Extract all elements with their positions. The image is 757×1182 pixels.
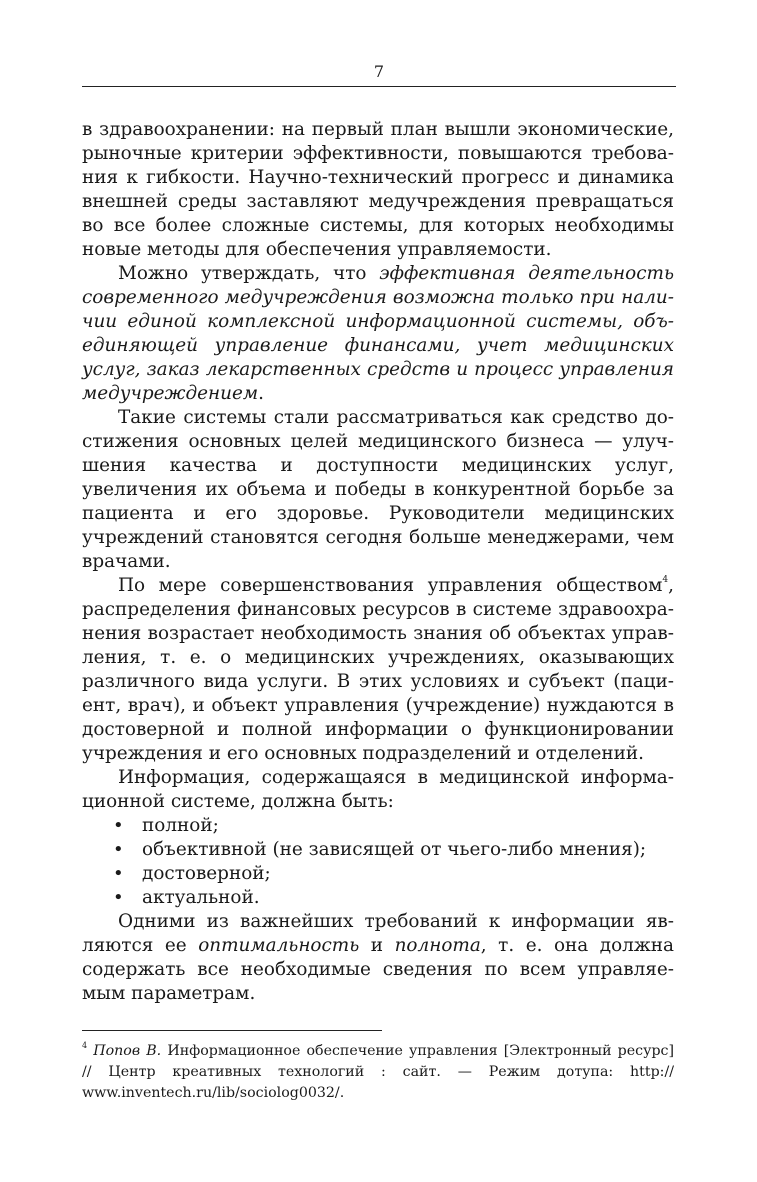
- body-text: [82, 118, 674, 1006]
- bullet-icon: •: [113, 839, 124, 860]
- paragraph-6-emphasis-1: оптимальность: [198, 935, 360, 956]
- paragraph-2-tail: .: [258, 383, 264, 404]
- paragraph-1: в здравоохранении: на первый план вышли экономические, рыночные критерии эффективности, повышаются требования к гибкости. Научно-технический прогресс и динамика внешней среды заставляют медучреждения превращаться во все более сложные системы, для которых необходимы новые методы для обеспечения управляемости.: [82, 119, 674, 260]
- bullet-icon: •: [113, 887, 124, 908]
- paragraph-4-rest: , распределения финансовых ресурсов в системе здравоохранения возрастает необходимость знания об объектах управления, т. е. о медицинских учреждениях, оказывающих различного вида услуги. В этих условиях и субъект (пациент, врач), и объект управления (учреждение) нуждаются в достоверной и полной информации о функционировании учреждения и его основных подразделений и отделений.: [82, 575, 674, 764]
- list-item: [82, 862, 674, 886]
- list-item-text: полной;: [142, 815, 219, 836]
- paragraph-5: Информация, содержащаяся в медицинской информационной системе, должна быть:: [82, 767, 674, 812]
- footnote-marker: 4: [82, 1041, 88, 1050]
- paragraph-6-b: и: [359, 935, 395, 956]
- paragraph-4: [82, 574, 674, 766]
- paragraph-2-lead: Можно утверждать, что: [118, 263, 380, 284]
- list-item-text: достоверной;: [142, 863, 271, 884]
- paragraph-2-emphasis: эффективная деятельность современного медучреждения возможна только при наличии единой комплексной информационной системы, объединяющей управление финансами, учет медицинских услуг, заказ лекарственных средств и процесс управления медучреждением: [82, 263, 674, 404]
- paragraph-2: [82, 262, 674, 406]
- footnote-rule: [82, 1030, 382, 1031]
- requirements-list: [82, 814, 674, 910]
- paragraph-6: [82, 910, 674, 1006]
- bullet-icon: •: [113, 815, 124, 836]
- bullet-icon: •: [113, 863, 124, 884]
- paragraph-6-a: Одними из важнейших требований к информации являются ее: [82, 911, 674, 956]
- footnote-reference: 4: [662, 575, 669, 585]
- paragraph-6-emphasis-2: полнота: [394, 935, 481, 956]
- footnote: [82, 1041, 674, 1104]
- paragraph-3: Такие системы стали рассматриваться как средство достижения основных целей медицинского бизнеса — улучшения качества и доступности медицинских услуг, увеличения их объема и победы в конкурентной борьбе за пациента и его здоровье. Руководители медицинских учреждений становятся сегодня больше менеджерами, чем врачами.: [82, 407, 674, 572]
- list-item: [82, 838, 674, 862]
- footnote-text: Информационное обеспечение управления [Электронный ресурс] // Центр креативных технологий : сайт. — Режим дотупа: http:// www.inventech.ru/lib/sociolog0032/.: [82, 1043, 675, 1101]
- list-item-text: актуальной.: [142, 887, 260, 908]
- list-item-text: объективной (не зависящей от чьего-либо мнения);: [142, 839, 647, 860]
- paragraph-4-lead: По мере совершенствования управления обществом: [118, 575, 663, 596]
- list-item: [82, 814, 674, 838]
- header-rule: [82, 86, 676, 87]
- paragraph-6-c: , т. е. она должна содержать все необходимые сведения по всем управляемым параметрам.: [82, 935, 674, 1004]
- footnote-author: Попов В.: [93, 1043, 162, 1059]
- list-item: [82, 886, 674, 910]
- page-number: 7: [373, 62, 385, 81]
